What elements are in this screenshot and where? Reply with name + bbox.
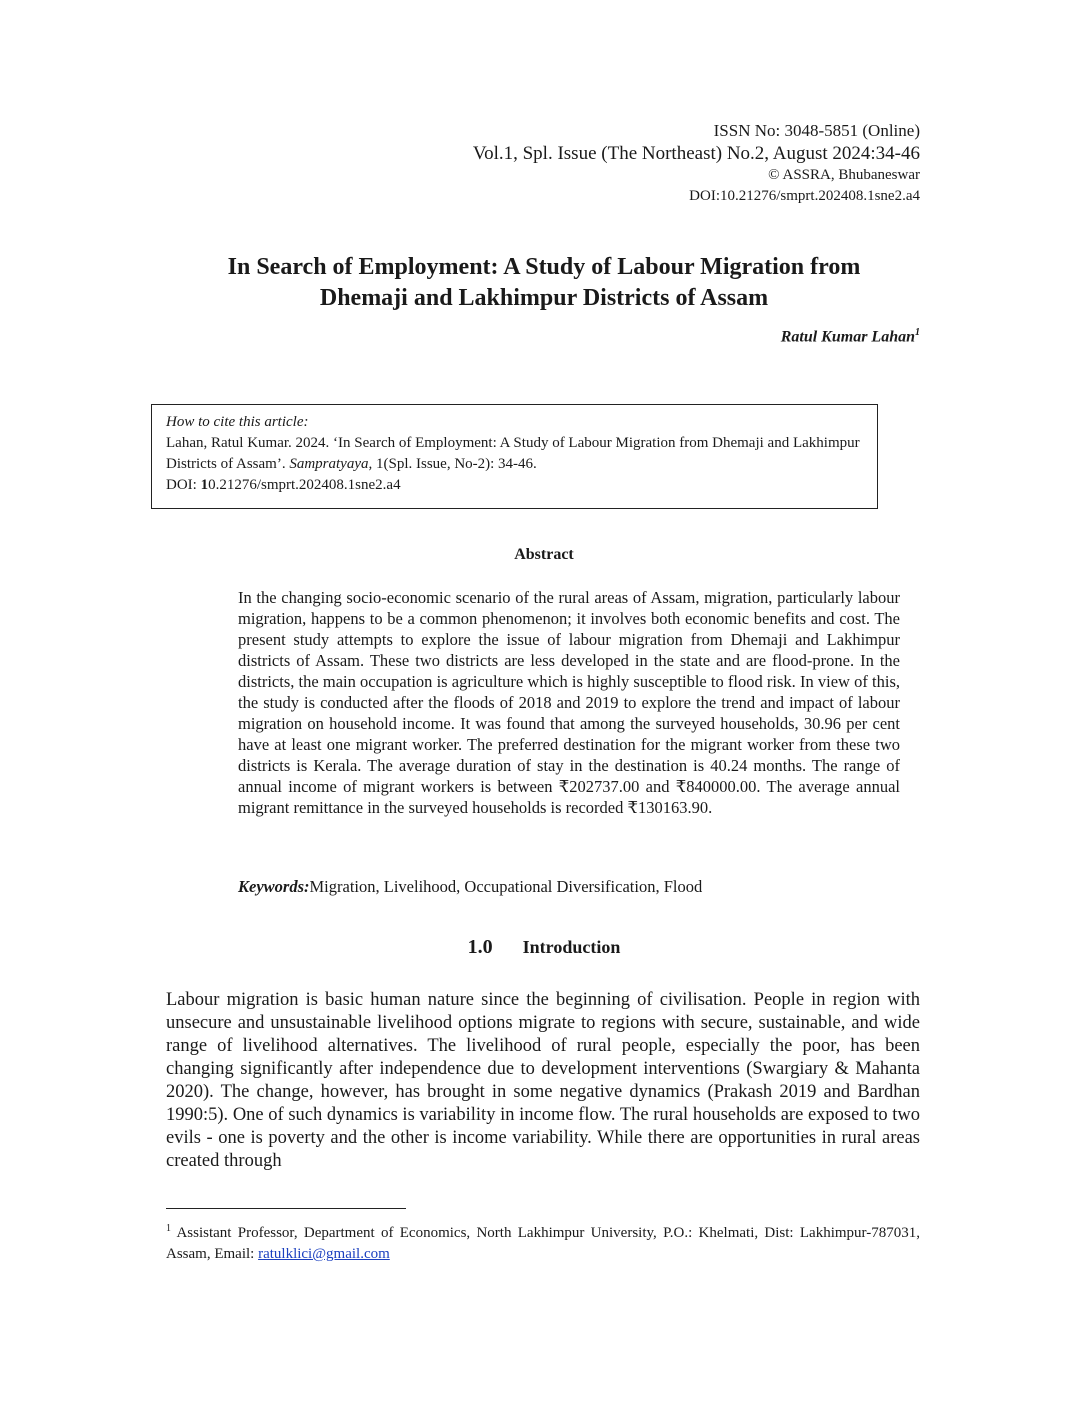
copyright-line: © ASSRA, Bhubaneswar: [768, 167, 920, 183]
paper-title: [140, 252, 948, 314]
citation-journal: Sampratyaya,: [289, 456, 373, 472]
citation-text-part2: 1(Spl. Issue, No-2): 34-46.: [375, 456, 537, 472]
footnote-email-link[interactable]: ratulklici@gmail.com: [258, 1246, 390, 1262]
keywords-colon: :: [304, 877, 310, 896]
issn-line: ISSN No: 3048-5851 (Online): [713, 121, 920, 140]
footnote-divider: [166, 1208, 406, 1209]
abstract-heading: Abstract: [514, 546, 574, 563]
volume-line: Vol.1, Spl. Issue (The Northeast) No.2, August 2024:34-46: [472, 143, 920, 164]
abstract-body: In the changing socio-economic scenario of the rural areas of Assam, migration, particularly labour migration, happens to be a common phenomenon; it involves both economic benefits and cost. The present study attempts to explore the issue of labour migration from Dhemaji and Lakhimpur districts of Assam. These two districts are less developed in the state and are flood-prone. In the districts, the main occupation is agriculture which is highly susceptible to flood risk. In view of this, the study is conducted after the floods of 2018 and 2019 to explore the trend and impact of labour migration on household income. It was found that among the surveyed households, 30.96 per cent have at least one migrant worker. The preferred destination for the migrant worker from these two districts is Kerala. The average duration of stay in the destination is 40.24 months. The range of annual income of migrant workers is between ₹202737.00 and ₹840000.00. The average annual migrant remittance in the surveyed households is recorded ₹130163.90.: [238, 588, 900, 817]
citation-doi-rest: 0.21276/smprt.202408.1sne2.a4: [208, 477, 401, 493]
journal-header: [360, 120, 920, 207]
author-footnote-mark: 1: [915, 327, 920, 338]
title-line-2: Dhemaji and Lakhimpur Districts of Assam: [319, 285, 769, 311]
citation-doi-bold: 1: [200, 477, 209, 493]
citation-text: [166, 433, 863, 475]
author-name-text: Ratul Kumar Lahan: [780, 328, 915, 346]
citation-text-part1: Lahan, Ratul Kumar. 2024. ‘In Search of Employment: A Study of Labour Migration from Dhemaji and Lakhimpur Districts of Assam’.: [166, 435, 860, 472]
citation-doi: [166, 475, 863, 496]
footnote-mark: 1: [166, 1223, 171, 1234]
author-name: [781, 327, 920, 346]
citation-box: [151, 404, 878, 509]
footnote: [166, 1218, 920, 1265]
title-line-1: In Search of Employment: A Study of Labour Migration from: [227, 254, 861, 280]
keywords-line: [238, 877, 702, 897]
section-number: 1.0: [467, 936, 493, 958]
introduction-body: Labour migration is basic human nature since the beginning of civilisation. People in region with unsecure and unsustainable livelihood options migrate to regions with secure, sustainable, and wide range of livelihood alternatives. The livelihood of rural people, especially the poor, has been changing significantly after independence due to development interventions (Swargiary & Mahanta 2020). The change, however, has brought in some negative dynamics (Prakash 2019 and Bardhan 1990:5). One of such dynamics is variability in income flow. The rural households are exposed to two evils - one is poverty and the other is income variability. While there are opportunities in rural areas created through: [166, 990, 920, 1171]
keywords-label: Keywords: [238, 877, 304, 896]
footnote-text: Assistant Professor, Department of Economics, North Lakhimpur University, P.O.: Khelmati, Dist: Lakhimpur-787031, Assam, Email:: [166, 1225, 920, 1262]
section-title: Introduction: [522, 937, 621, 957]
doi-line: DOI:10.21276/smprt.202408.1sne2.a4: [689, 188, 920, 204]
citation-doi-prefix: DOI:: [166, 477, 201, 493]
citation-label: How to cite this article:: [166, 414, 309, 430]
section-heading-introduction: [0, 936, 1088, 959]
keywords-list: Migration, Livelihood, Occupational Diversification, Flood: [309, 877, 703, 896]
